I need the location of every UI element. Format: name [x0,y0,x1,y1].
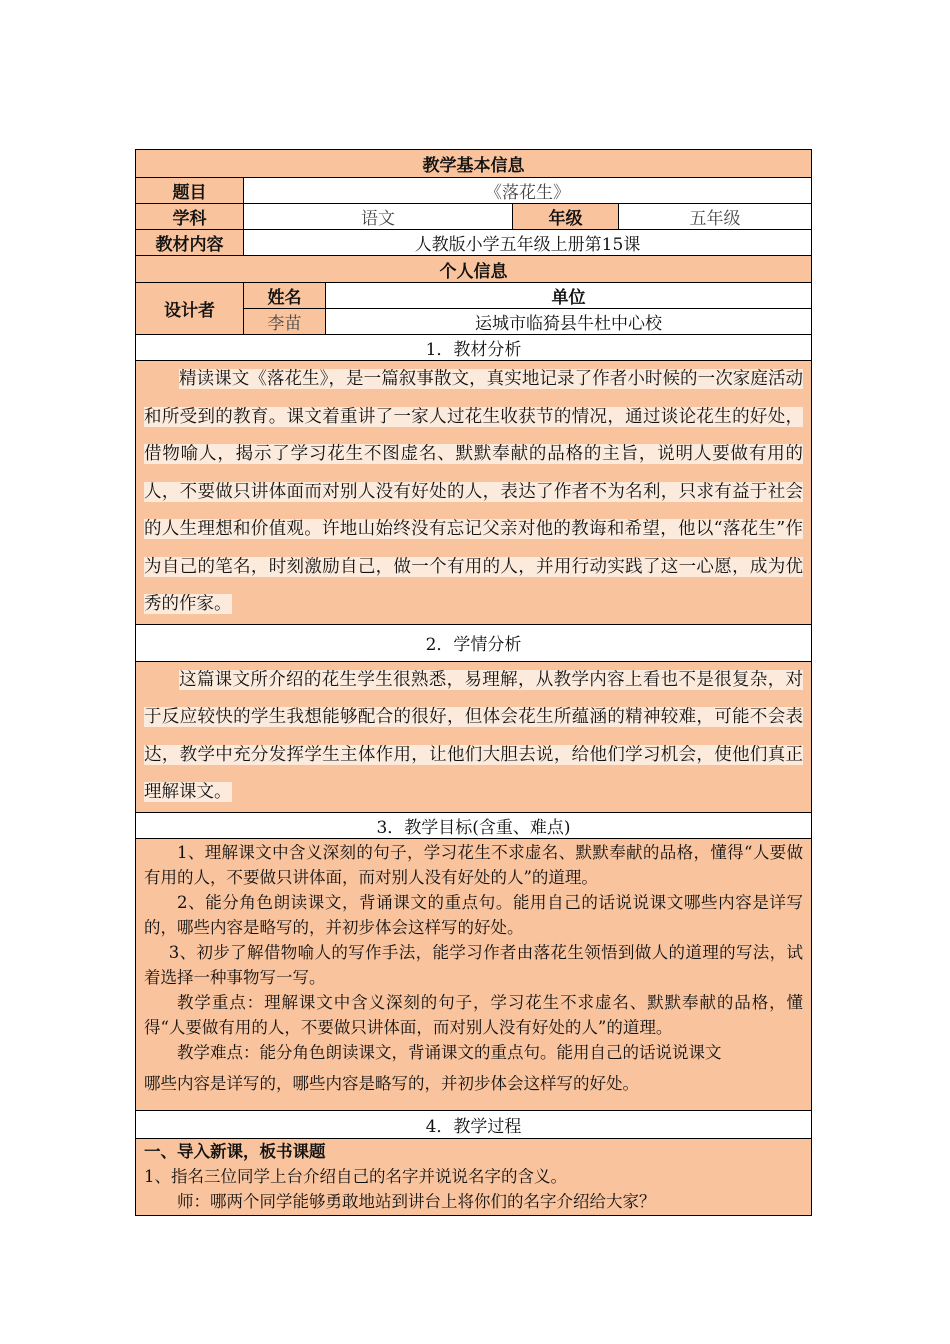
process-step-1: 一、导入新课，板书课题 [144,1141,326,1161]
lesson-plan-document [135,149,811,1216]
material-row [136,230,812,256]
section3-body-row [136,838,812,1110]
goal-1: 1、理解课文中含义深刻的句子，学习花生不求虚名、默默奉献的品格，懂得“人要做有用的人，不要做只讲体面，而对别人没有好处的人”的道理。 [144,842,804,887]
grade-label: 年级 [513,204,619,230]
name-label: 姓名 [244,283,326,309]
goal-3: 3、初步了解借物喻人的写作手法，能学习作者由落花生领悟到做人的道理的写法，试着选择一种事物写一写。 [144,942,804,987]
teaching-process-cell [136,1138,812,1215]
section-title-teaching-goals: 3．教学目标(含重、难点) [136,812,812,838]
title-label: 题目 [136,178,244,204]
name-value: 李苗 [244,309,326,335]
difficult-point-b: 哪些内容是详写的，哪些内容是略写的，并初步体会这样写的好处。 [144,1073,639,1093]
student-analysis-text: 这篇课文所介绍的花生学生很熟悉，易理解，从教学内容上看也不是很复杂，对于反应较快的学生我想能够配合的很好，但体会花生所蕴涵的精神较难，可能不会表达，教学中充分发挥学生主体作用，让他们大胆去说，给他们学习机会，使他们真正理解课文。 [144,669,804,802]
subject-label: 学科 [136,204,244,230]
section-title-teaching-process: 4．教学过程 [136,1110,812,1138]
subject-row [136,204,812,230]
basic-info-header-row [136,150,812,178]
section2-body-row [136,661,812,812]
personal-labels-row [136,283,812,309]
section2-header-row [136,624,812,661]
process-line-2: 师：哪两个同学能够勇敢地站到讲台上将你们的名字介绍给大家？ [177,1191,656,1211]
lesson-plan-table [135,149,812,1216]
material-label: 教材内容 [136,230,244,256]
student-analysis-cell [136,661,812,812]
personal-info-header: 个人信息 [136,256,812,283]
difficult-point-a: 教学难点：能分角色朗读课文，背诵课文的重点句。能用自己的话说说课文 [177,1042,722,1062]
section-title-material-analysis: 1．教材分析 [136,335,812,361]
subject-value: 语文 [244,204,513,230]
title-row [136,178,812,204]
material-value: 人教版小学五年级上册第15课 [244,230,812,256]
personal-info-header-row [136,256,812,283]
title-value: 《落花生》 [244,178,812,204]
teaching-goals-cell [136,838,812,1110]
process-line-1: 1、指名三位同学上台介绍自己的名字并说说名字的含义。 [144,1166,567,1186]
section3-header-row [136,812,812,838]
section4-header-row [136,1110,812,1138]
section4-body-row [136,1138,812,1215]
key-point: 教学重点：理解课文中含义深刻的句子，学习花生不求虚名、默默奉献的品格，懂得“人要做有用的人，不要做只讲体面，而对别人没有好处的人”的道理。 [144,992,804,1037]
section1-header-row [136,335,812,361]
unit-label: 单位 [326,283,812,309]
goal-2: 2、能分角色朗读课文，背诵课文的重点句。能用自己的话说说课文哪些内容是详写的，哪些内容是略写的，并初步体会这样写的好处。 [144,892,804,937]
unit-value: 运城市临猗县牛杜中心校 [326,309,812,335]
section-title-student-analysis: 2．学情分析 [136,624,812,661]
designer-label: 设计者 [136,283,244,335]
basic-info-header: 教学基本信息 [136,150,812,178]
material-analysis-text: 精读课文《落花生》，是一篇叙事散文，真实地记录了作者小时候的一次家庭活动和所受到的教育。课文着重讲了一家人过花生收获节的情况，通过谈论花生的好处，借物喻人，揭示了学习花生不图虚名、默默奉献的品格的主旨，说明人要做有用的人，不要做只讲体面而对别人没有好处的人，表达了作者不为名利，只求有益于社会的人生理想和价值观。许地山始终没有忘记父亲对他的教诲和希望，他以“落花生”作为自己的笔名，时刻激励自己，做一个有用的人，并用行动实践了这一心愿，成为优秀的作家。 [144,369,804,614]
material-analysis-cell [136,361,812,625]
section1-body-row [136,361,812,625]
grade-value: 五年级 [619,204,812,230]
